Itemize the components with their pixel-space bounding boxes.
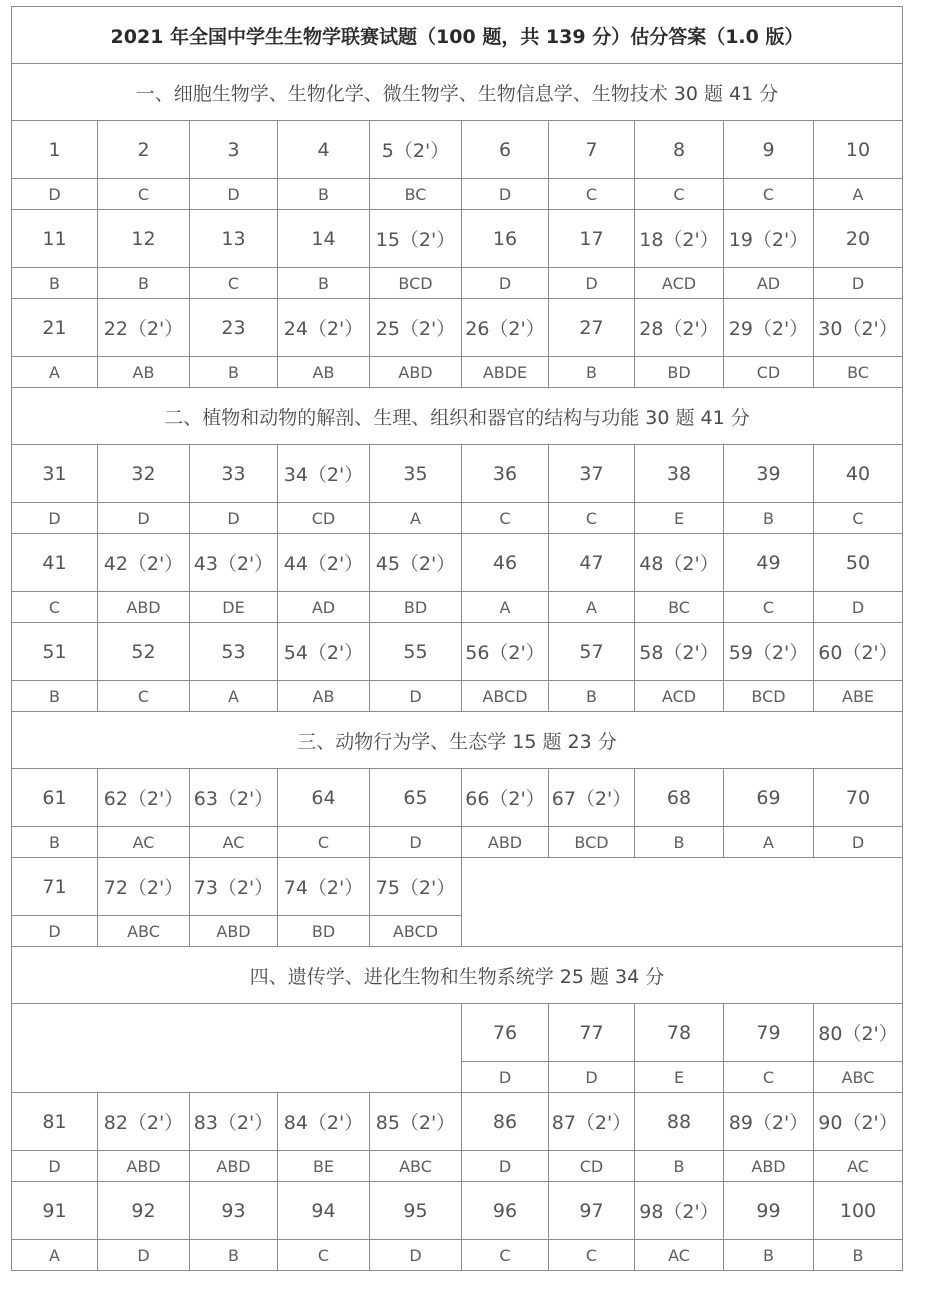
section-header-row — [12, 947, 903, 1004]
answer-cell: ABC — [98, 916, 190, 947]
answer-cell: D — [814, 827, 903, 858]
question-number-cell: 15（2'） — [370, 210, 462, 268]
answer-cell: D — [370, 681, 462, 712]
question-number-cell: 56（2'） — [462, 623, 549, 681]
answer-cell: C — [724, 1062, 814, 1093]
question-number-cell: 40 — [814, 445, 903, 503]
question-number-cell: 35 — [370, 445, 462, 503]
answer-row — [12, 1240, 903, 1271]
answer-cell: BC — [635, 592, 724, 623]
question-number-cell: 92 — [98, 1182, 190, 1240]
question-number-cell: 88 — [635, 1093, 724, 1151]
question-number-cell: 91 — [12, 1182, 98, 1240]
blank-cell — [462, 858, 903, 947]
question-number-row — [12, 623, 903, 681]
question-number-cell: 45（2'） — [370, 534, 462, 592]
answer-cell: B — [814, 1240, 903, 1271]
answer-cell: ABD — [98, 1151, 190, 1182]
question-number-cell: 96 — [462, 1182, 549, 1240]
answer-row — [12, 827, 903, 858]
answer-cell: D — [814, 268, 903, 299]
answer-cell: DE — [190, 592, 278, 623]
question-number-cell: 65 — [370, 769, 462, 827]
answer-cell: BCD — [370, 268, 462, 299]
answer-cell: C — [278, 1240, 370, 1271]
answer-cell: A — [549, 592, 635, 623]
question-number-row — [12, 769, 903, 827]
answer-cell: D — [98, 503, 190, 534]
answer-cell: D — [12, 916, 98, 947]
question-number-cell: 66（2'） — [462, 769, 549, 827]
question-number-cell: 90（2'） — [814, 1093, 903, 1151]
question-number-cell: 60（2'） — [814, 623, 903, 681]
answer-cell: B — [12, 268, 98, 299]
question-number-cell: 9 — [724, 121, 814, 179]
question-number-cell: 79 — [724, 1004, 814, 1062]
answer-cell: C — [635, 179, 724, 210]
question-number-row — [12, 445, 903, 503]
blank-cell — [12, 1004, 462, 1093]
question-number-cell: 76 — [462, 1004, 549, 1062]
answer-cell: BCD — [724, 681, 814, 712]
question-number-row — [12, 1182, 903, 1240]
answer-cell: ABD — [462, 827, 549, 858]
question-number-cell: 43（2'） — [190, 534, 278, 592]
answer-cell: ABC — [814, 1062, 903, 1093]
answer-cell: AC — [635, 1240, 724, 1271]
answer-cell: C — [462, 1240, 549, 1271]
answer-cell: ABCD — [370, 916, 462, 947]
answer-cell: D — [814, 592, 903, 623]
answer-cell: C — [462, 503, 549, 534]
question-number-cell: 33 — [190, 445, 278, 503]
answer-cell: AC — [814, 1151, 903, 1182]
answer-row — [12, 681, 903, 712]
answer-cell: A — [12, 357, 98, 388]
question-number-cell: 62（2'） — [98, 769, 190, 827]
question-number-cell: 31 — [12, 445, 98, 503]
question-number-cell: 75（2'） — [370, 858, 462, 916]
question-number-cell: 18（2'） — [635, 210, 724, 268]
question-number-cell: 49 — [724, 534, 814, 592]
answer-cell: ABCD — [462, 681, 549, 712]
answer-row — [12, 503, 903, 534]
answer-cell: D — [190, 179, 278, 210]
answer-cell: B — [190, 357, 278, 388]
question-number-cell: 87（2'） — [549, 1093, 635, 1151]
question-number-cell: 69 — [724, 769, 814, 827]
section-heading: 二、植物和动物的解剖、生理、组织和器官的结构与功能 30 题 41 分 — [12, 388, 903, 445]
answer-cell: AB — [278, 681, 370, 712]
question-number-cell: 48（2'） — [635, 534, 724, 592]
answer-cell: BC — [370, 179, 462, 210]
question-number-cell: 8 — [635, 121, 724, 179]
answer-row — [12, 268, 903, 299]
question-number-cell: 23 — [190, 299, 278, 357]
question-number-cell: 53 — [190, 623, 278, 681]
question-number-cell: 98（2'） — [635, 1182, 724, 1240]
question-number-cell: 84（2'） — [278, 1093, 370, 1151]
question-number-cell: 97 — [549, 1182, 635, 1240]
question-number-cell: 73（2'） — [190, 858, 278, 916]
answer-cell: C — [724, 179, 814, 210]
answer-cell: ABD — [190, 916, 278, 947]
question-number-cell: 51 — [12, 623, 98, 681]
answer-cell: C — [549, 179, 635, 210]
answer-cell: A — [724, 827, 814, 858]
answer-table — [11, 6, 903, 1271]
question-number-cell: 41 — [12, 534, 98, 592]
answer-cell: C — [549, 503, 635, 534]
question-number-cell: 21 — [12, 299, 98, 357]
section-header-row — [12, 712, 903, 769]
answer-cell: B — [98, 268, 190, 299]
answer-cell: C — [814, 503, 903, 534]
answer-cell: ACD — [635, 681, 724, 712]
answer-cell: D — [190, 503, 278, 534]
question-number-cell: 67（2'） — [549, 769, 635, 827]
question-number-cell: 30（2'） — [814, 299, 903, 357]
answer-cell: AC — [98, 827, 190, 858]
answer-cell: ABD — [370, 357, 462, 388]
answer-cell: C — [549, 1240, 635, 1271]
question-number-cell: 63（2'） — [190, 769, 278, 827]
answer-cell: B — [278, 179, 370, 210]
answer-cell: BD — [370, 592, 462, 623]
question-number-cell: 68 — [635, 769, 724, 827]
question-number-cell: 47 — [549, 534, 635, 592]
answer-cell: ABC — [370, 1151, 462, 1182]
question-number-cell: 17 — [549, 210, 635, 268]
answer-cell: AB — [98, 357, 190, 388]
question-number-cell: 44（2'） — [278, 534, 370, 592]
answer-cell: D — [462, 1151, 549, 1182]
question-number-cell: 3 — [190, 121, 278, 179]
question-number-cell: 1 — [12, 121, 98, 179]
question-number-cell: 28（2'） — [635, 299, 724, 357]
question-number-cell: 54（2'） — [278, 623, 370, 681]
answer-cell: C — [190, 268, 278, 299]
answer-cell: BD — [635, 357, 724, 388]
answer-cell: D — [462, 1062, 549, 1093]
question-number-row — [12, 299, 903, 357]
answer-cell: B — [190, 1240, 278, 1271]
answer-row — [12, 357, 903, 388]
question-number-cell: 61 — [12, 769, 98, 827]
question-number-cell: 37 — [549, 445, 635, 503]
answer-cell: C — [724, 592, 814, 623]
section-header-row — [12, 64, 903, 121]
question-number-cell: 10 — [814, 121, 903, 179]
question-number-cell: 94 — [278, 1182, 370, 1240]
question-number-cell: 82（2'） — [98, 1093, 190, 1151]
question-number-row — [12, 121, 903, 179]
question-number-cell: 25（2'） — [370, 299, 462, 357]
answer-cell: B — [12, 681, 98, 712]
answer-cell: AD — [724, 268, 814, 299]
answer-cell: B — [724, 503, 814, 534]
question-number-cell: 50 — [814, 534, 903, 592]
answer-cell: B — [635, 827, 724, 858]
answer-cell: ABD — [190, 1151, 278, 1182]
question-number-cell: 55 — [370, 623, 462, 681]
answer-cell: BCD — [549, 827, 635, 858]
section-heading: 一、细胞生物学、生物化学、微生物学、生物信息学、生物技术 30 题 41 分 — [12, 64, 903, 121]
answer-cell: CD — [724, 357, 814, 388]
question-number-cell: 93 — [190, 1182, 278, 1240]
question-number-cell: 52 — [98, 623, 190, 681]
question-number-cell: 19（2'） — [724, 210, 814, 268]
question-number-cell: 11 — [12, 210, 98, 268]
question-number-cell: 46 — [462, 534, 549, 592]
question-number-cell: 89（2'） — [724, 1093, 814, 1151]
section-heading: 四、遗传学、进化生物和生物系统学 25 题 34 分 — [12, 947, 903, 1004]
question-number-cell: 100 — [814, 1182, 903, 1240]
question-number-cell: 22（2'） — [98, 299, 190, 357]
answer-cell: C — [278, 827, 370, 858]
answer-cell: D — [549, 1062, 635, 1093]
section-header-row — [12, 388, 903, 445]
question-number-cell: 81 — [12, 1093, 98, 1151]
question-number-cell: 27 — [549, 299, 635, 357]
section-heading: 三、动物行为学、生态学 15 题 23 分 — [12, 712, 903, 769]
answer-cell: D — [370, 827, 462, 858]
question-number-cell: 12 — [98, 210, 190, 268]
answer-row — [12, 592, 903, 623]
question-number-row — [12, 534, 903, 592]
answer-cell: D — [12, 1151, 98, 1182]
answer-cell: BE — [278, 1151, 370, 1182]
question-number-cell: 38 — [635, 445, 724, 503]
question-number-cell: 29（2'） — [724, 299, 814, 357]
question-number-cell: 57 — [549, 623, 635, 681]
answer-cell: B — [278, 268, 370, 299]
answer-cell: C — [98, 681, 190, 712]
question-number-cell: 5（2'） — [370, 121, 462, 179]
question-number-cell: 74（2'） — [278, 858, 370, 916]
answer-cell: D — [370, 1240, 462, 1271]
question-number-cell: 58（2'） — [635, 623, 724, 681]
answer-cell: A — [462, 592, 549, 623]
answer-cell: B — [635, 1151, 724, 1182]
question-number-row — [12, 1004, 903, 1062]
question-number-row — [12, 858, 903, 916]
answer-cell: A — [370, 503, 462, 534]
question-number-cell: 59（2'） — [724, 623, 814, 681]
answer-cell: B — [549, 357, 635, 388]
answer-cell: C — [98, 179, 190, 210]
answer-cell: B — [724, 1240, 814, 1271]
answer-cell: D — [12, 503, 98, 534]
question-number-cell: 77 — [549, 1004, 635, 1062]
answer-cell: B — [12, 827, 98, 858]
question-number-cell: 13 — [190, 210, 278, 268]
document-title: 2021 年全国中学生生物学联赛试题（100 题，共 139 分）估分答案（1.0 版） — [12, 7, 903, 64]
question-number-cell: 42（2'） — [98, 534, 190, 592]
question-number-cell: 64 — [278, 769, 370, 827]
answer-cell: D — [549, 268, 635, 299]
answer-row — [12, 179, 903, 210]
question-number-cell: 34（2'） — [278, 445, 370, 503]
question-number-row — [12, 210, 903, 268]
question-number-cell: 95 — [370, 1182, 462, 1240]
question-number-cell: 36 — [462, 445, 549, 503]
question-number-cell: 71 — [12, 858, 98, 916]
answer-cell: AB — [278, 357, 370, 388]
question-number-cell: 85（2'） — [370, 1093, 462, 1151]
answer-cell: ABE — [814, 681, 903, 712]
answer-cell: CD — [549, 1151, 635, 1182]
answer-cell: BD — [278, 916, 370, 947]
answer-cell: C — [12, 592, 98, 623]
question-number-cell: 24（2'） — [278, 299, 370, 357]
question-number-cell: 86 — [462, 1093, 549, 1151]
answer-cell: B — [549, 681, 635, 712]
question-number-cell: 16 — [462, 210, 549, 268]
answer-cell: A — [190, 681, 278, 712]
answer-row — [12, 1151, 903, 1182]
answer-cell: A — [814, 179, 903, 210]
question-number-row — [12, 1093, 903, 1151]
question-number-cell: 70 — [814, 769, 903, 827]
question-number-cell: 14 — [278, 210, 370, 268]
question-number-cell: 80（2'） — [814, 1004, 903, 1062]
question-number-cell: 32 — [98, 445, 190, 503]
question-number-cell: 72（2'） — [98, 858, 190, 916]
question-number-cell: 78 — [635, 1004, 724, 1062]
answer-cell: A — [12, 1240, 98, 1271]
answer-cell: CD — [278, 503, 370, 534]
question-number-cell: 20 — [814, 210, 903, 268]
answer-cell: BC — [814, 357, 903, 388]
answer-cell: D — [462, 179, 549, 210]
answer-cell: ABD — [724, 1151, 814, 1182]
answer-cell: ABDE — [462, 357, 549, 388]
question-number-cell: 2 — [98, 121, 190, 179]
question-number-cell: 39 — [724, 445, 814, 503]
answer-cell: D — [98, 1240, 190, 1271]
answer-cell: ACD — [635, 268, 724, 299]
answer-cell: ABD — [98, 592, 190, 623]
question-number-cell: 26（2'） — [462, 299, 549, 357]
answer-cell: D — [12, 179, 98, 210]
question-number-cell: 4 — [278, 121, 370, 179]
answer-cell: D — [462, 268, 549, 299]
question-number-cell: 99 — [724, 1182, 814, 1240]
title-row — [12, 7, 903, 64]
question-number-cell: 7 — [549, 121, 635, 179]
answer-cell: E — [635, 1062, 724, 1093]
answer-cell: E — [635, 503, 724, 534]
answer-cell: AD — [278, 592, 370, 623]
question-number-cell: 6 — [462, 121, 549, 179]
answer-cell: AC — [190, 827, 278, 858]
question-number-cell: 83（2'） — [190, 1093, 278, 1151]
